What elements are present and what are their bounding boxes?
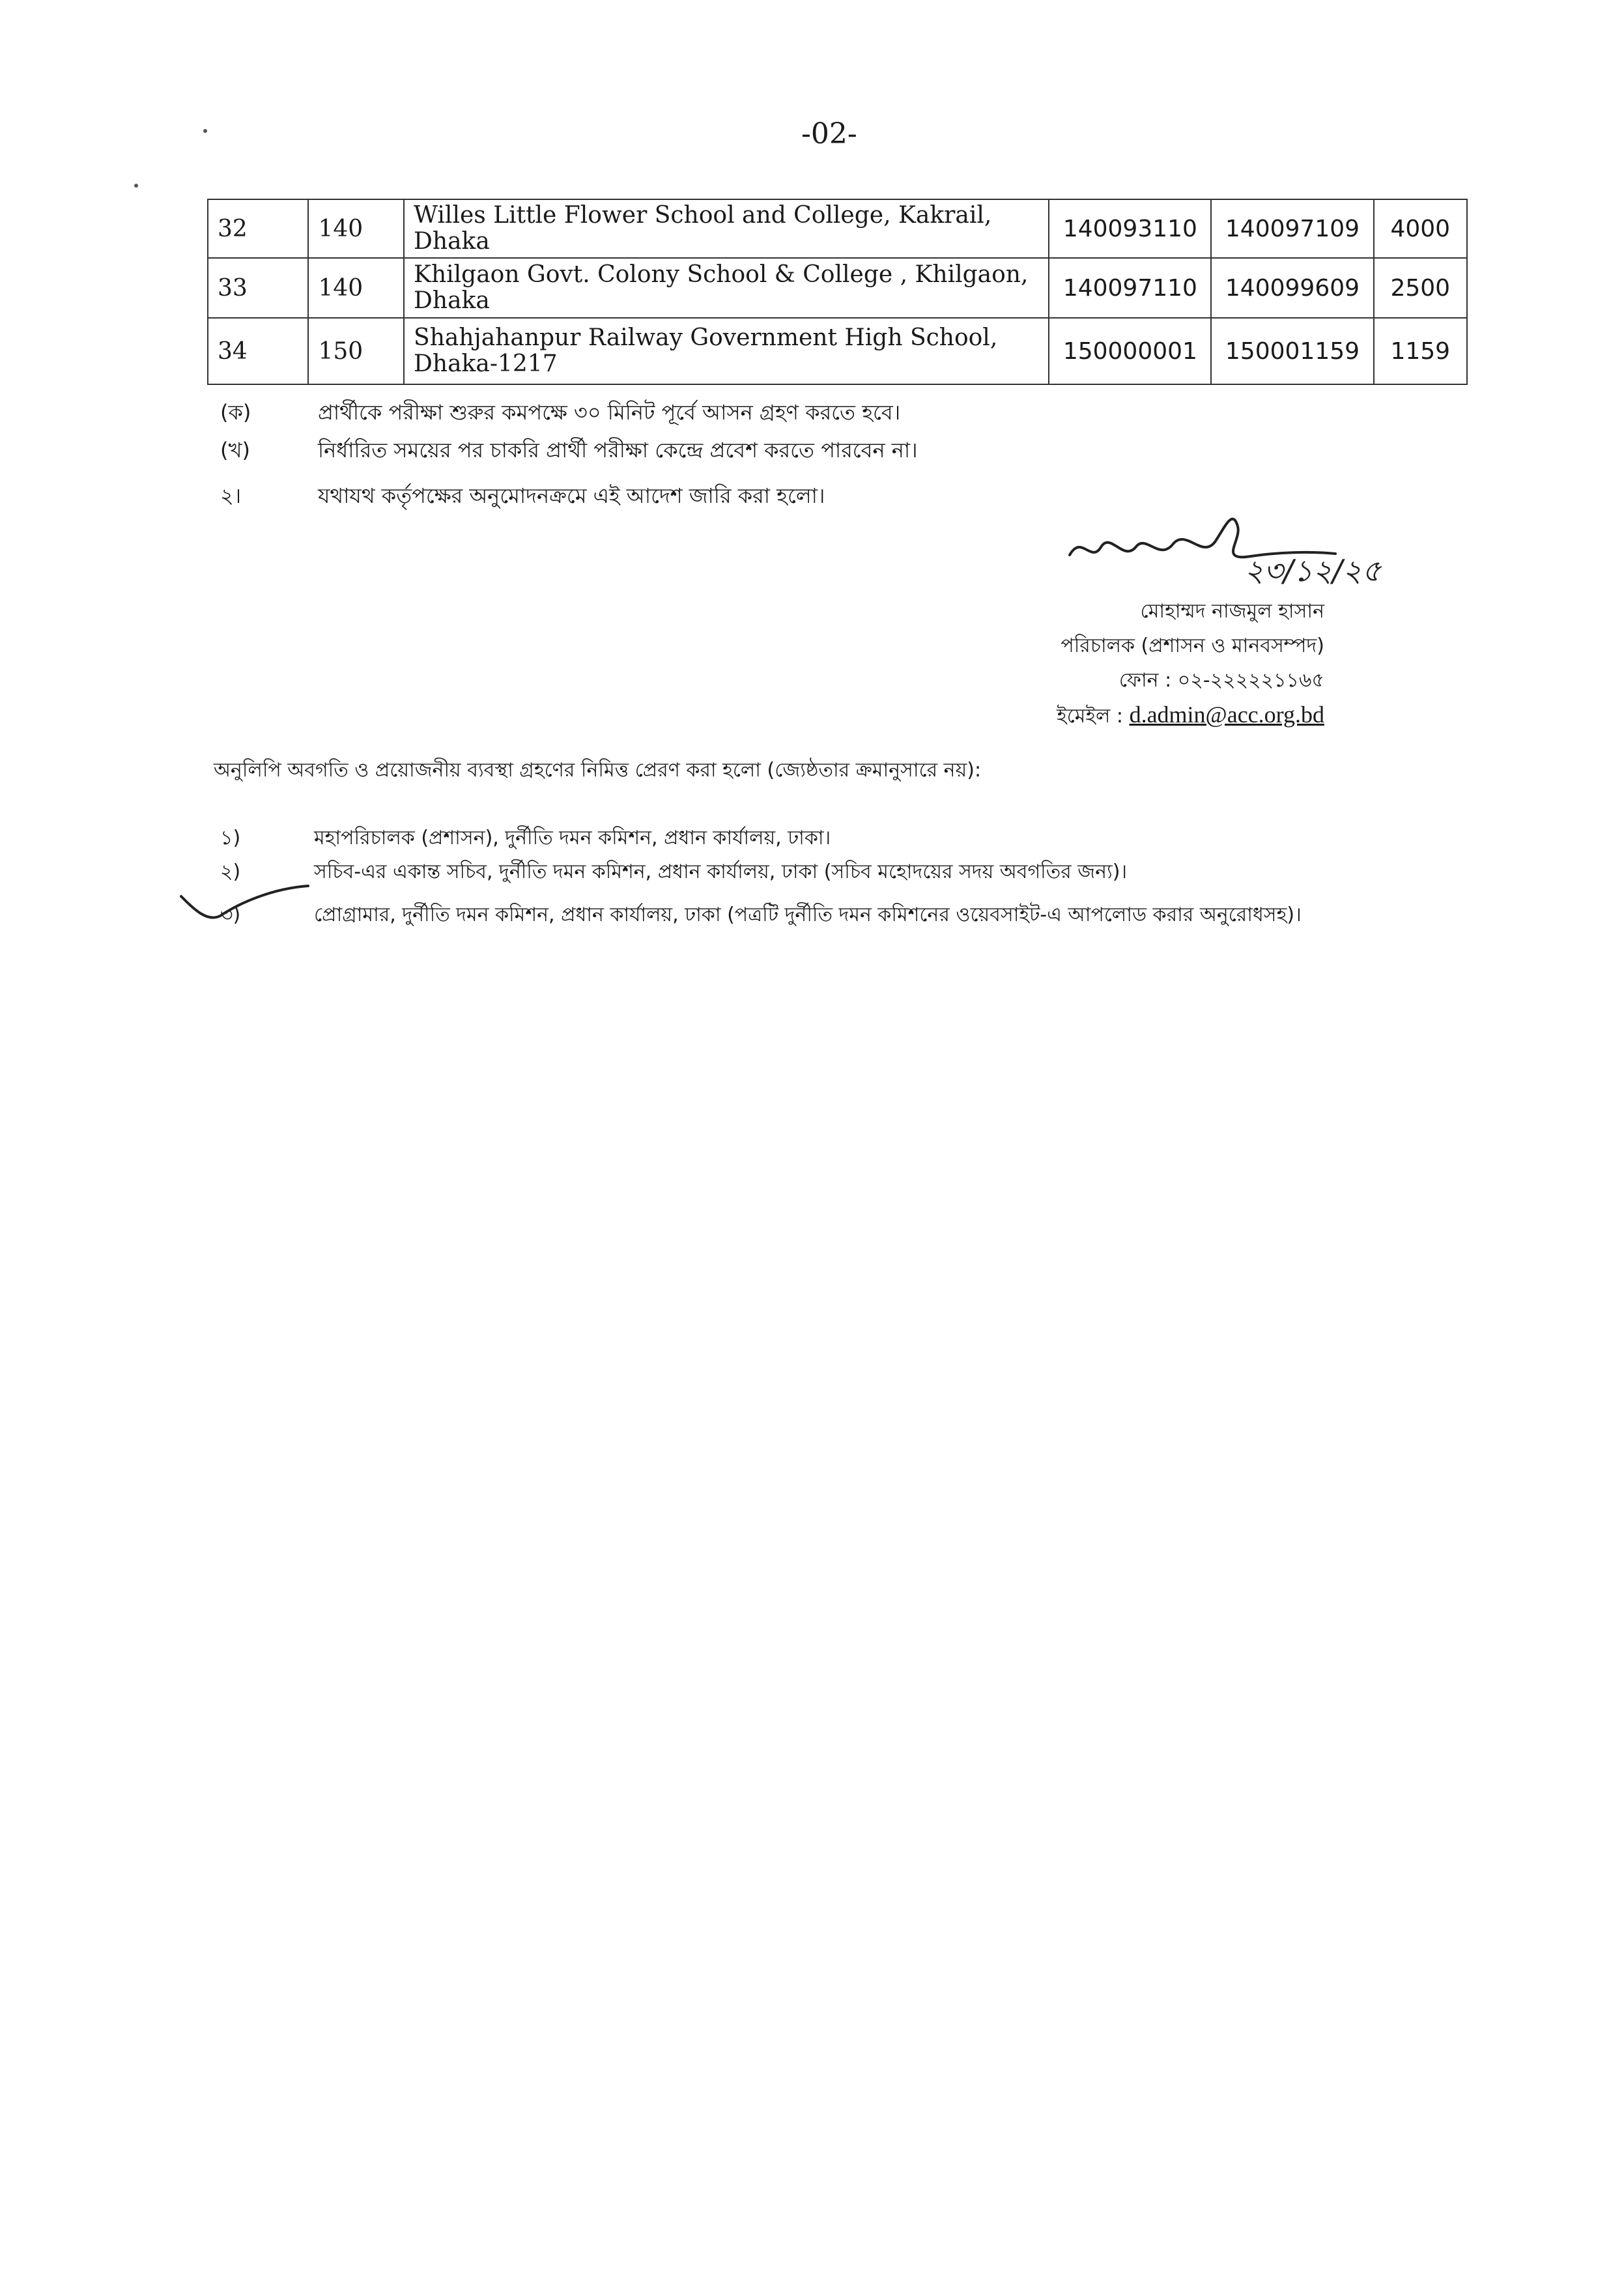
- room-cell: 150: [308, 318, 404, 384]
- scan-speck: [203, 129, 207, 133]
- copy-number: ৩): [220, 903, 241, 926]
- rule-text: যথাযথ কর্তৃপক্ষের অনুমোদনক্রমে এই আদেশ জারি করা হলো।: [318, 483, 825, 508]
- signatory-name: মোহাম্মদ নাজমুল হাসান: [1140, 600, 1324, 623]
- seat-plan-table: [207, 199, 1468, 385]
- room-cell: 140: [308, 258, 404, 318]
- handwritten-signature: [1062, 502, 1427, 593]
- total-cell: 2500: [1374, 258, 1468, 318]
- room-cell: 140: [308, 199, 404, 258]
- roll-to-cell: 140099609: [1211, 258, 1373, 318]
- scan-speck: [134, 184, 138, 188]
- copy-heading: অনুলিপি অবগতি ও প্রয়োজনীয় ব্যবস্থা গ্রহণের নিমিত্ত প্রেরণ করা হলো (জ্যেষ্ঠতার ক্রমানুসারে নয়):: [214, 759, 982, 782]
- copy-number: ১): [220, 827, 241, 849]
- serial-cell: 34: [208, 318, 308, 384]
- total-cell: 1159: [1374, 318, 1468, 384]
- copy-text: সচিব-এর একান্ত সচিব, দুর্নীতি দমন কমিশন, প্রধান কার্যালয়, ঢাকা (সচিব মহোদয়ের সদয় অবগতির জন্য)।: [314, 860, 1128, 883]
- rule-marker: (ক): [220, 400, 251, 425]
- signatory-designation: পরিচালক (প্রশাসন ও মানবসম্পদ): [1061, 634, 1324, 657]
- rule-marker: (খ): [220, 438, 250, 462]
- signature-date: ২৩/১২/২৫: [1244, 553, 1382, 588]
- serial-cell: 33: [208, 258, 308, 318]
- roll-from-cell: 150000001: [1049, 318, 1211, 384]
- roll-to-cell: 150001159: [1211, 318, 1373, 384]
- signatory-block: [1057, 594, 1324, 733]
- rule-marker: ২।: [220, 483, 242, 508]
- copy-text: প্রোগ্রামার, দুর্নীতি দমন কমিশন, প্রধান কার্যালয়, ঢাকা (পত্রটি দুর্নীতি দমন কমিশনের ওয়েবসাইট-এ আপলোড করার অনুরোধসহ)।: [314, 903, 1302, 926]
- signatory-phone: ফোন : ০২-২২২২২১১৬৫: [1118, 669, 1324, 692]
- center-name-cell: Willes Little Flower School and College, Kakrail, Dhaka: [404, 199, 1049, 258]
- roll-from-cell: 140097110: [1049, 258, 1211, 318]
- rule-text: প্রার্থীকে পরীক্ষা শুরুর কমপক্ষে ৩০ মিনিট পূর্বে আসন গ্রহণ করতে হবে।: [318, 400, 901, 425]
- roll-to-cell: 140097109: [1211, 199, 1373, 258]
- roll-from-cell: 140093110: [1049, 199, 1211, 258]
- total-cell: 4000: [1374, 199, 1468, 258]
- center-name-cell: Khilgaon Govt. Colony School & College , Khilgaon, Dhaka: [404, 258, 1049, 318]
- email-label: ইমেইল :: [1057, 705, 1124, 728]
- copy-number: ২): [220, 860, 241, 883]
- serial-cell: 32: [208, 199, 308, 258]
- rule-text: নির্ধারিত সময়ের পর চাকরি প্রার্থী পরীক্ষা কেন্দ্রে প্রবেশ করতে পারবেন না।: [318, 438, 918, 462]
- center-name-cell: Shahjahanpur Railway Government High School, Dhaka-1217: [404, 318, 1049, 384]
- email-link[interactable]: d.admin@acc.org.bd: [1129, 702, 1324, 728]
- table-row: [208, 318, 1467, 384]
- copy-text: মহাপরিচালক (প্রশাসন), দুর্নীতি দমন কমিশন, প্রধান কার্যালয়, ঢাকা।: [314, 827, 831, 849]
- signatory-email-line: [1057, 698, 1324, 733]
- page-number: -02-: [801, 117, 857, 150]
- handwritten-tick-mark: [175, 883, 311, 929]
- table-row: [208, 199, 1467, 258]
- table-row: [208, 258, 1467, 318]
